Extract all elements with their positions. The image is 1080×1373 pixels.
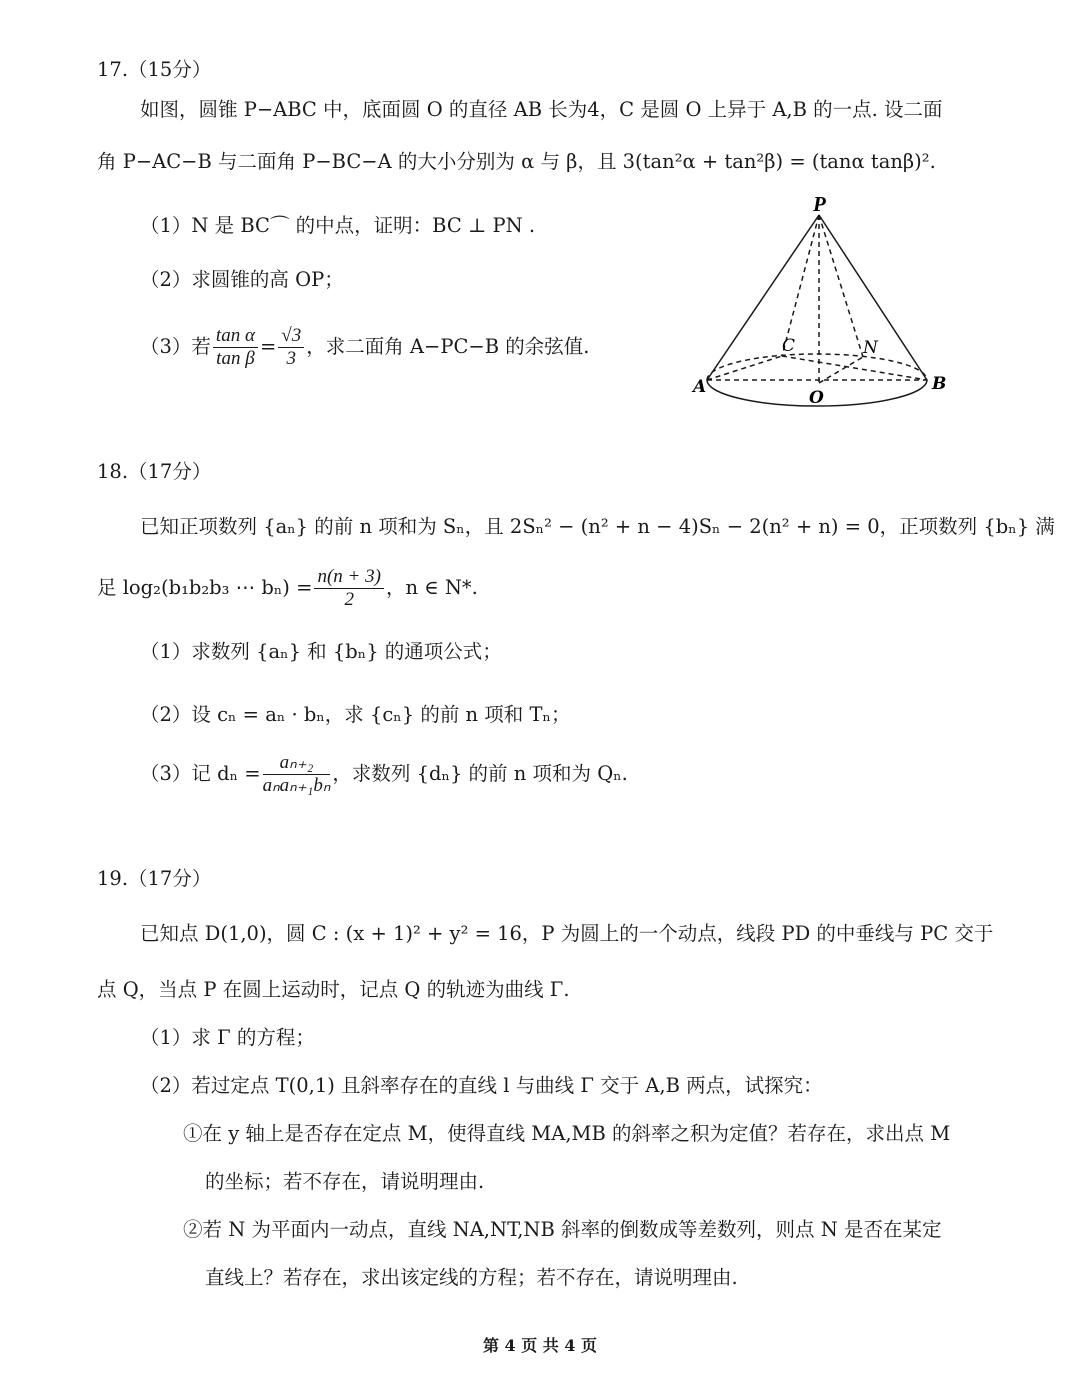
label-a: A <box>693 377 707 397</box>
q17-part1: （1）N 是 BC⌒ 的中点，证明：BC ⊥ PN . <box>140 214 536 237</box>
q19-sub1-line2: 的坐标；若不存在，请说明理由. <box>205 1170 485 1193</box>
q19-part1: （1）求 Γ 的方程； <box>140 1026 315 1049</box>
q18-part3-suffix: ，求数列 {dₙ} 的前 n 项和为 Qₙ. <box>332 761 628 785</box>
q17-part3-suffix: ，求二面角 A−PC−B 的余弦值. <box>306 334 590 358</box>
q18-header: 18.（17分） <box>97 460 212 483</box>
label-o: O <box>809 388 824 408</box>
equals: = <box>259 334 277 358</box>
q17-part3-prefix: （3）若 <box>140 334 211 358</box>
label-p: P <box>813 195 826 216</box>
q17-part3 <box>140 325 589 370</box>
q18-stem-line1: 已知正项数列 {aₙ} 的前 n 项和为 Sₙ，且 2Sₙ² − (n² + n − 4)Sₙ − 2(n² + n) = 0，正项数列 {bₙ} 满 <box>140 515 1055 538</box>
q18-stem-line2 <box>97 566 478 611</box>
frac-denominator: tan β <box>216 347 255 369</box>
frac-denominator: aₙaₙ₊₁bₙ <box>262 774 331 796</box>
q18-part3 <box>140 752 628 797</box>
q18-part2: （2）设 cₙ = aₙ · bₙ，求 {cₙ} 的前 n 项和 Tₙ； <box>140 703 571 726</box>
q18-part1: （1）求数列 {aₙ} 和 {bₙ} 的通项公式； <box>140 640 502 663</box>
frac-numerator: tan α <box>213 325 258 348</box>
label-b: B <box>932 374 947 394</box>
q18-part3-prefix: （3）记 dₙ = <box>140 761 261 785</box>
fraction-tan <box>213 325 258 370</box>
fraction <box>314 566 383 611</box>
q19-sub2-line2: 直线上？若存在，求出该定线的方程；若不存在，请说明理由. <box>205 1266 738 1289</box>
page-footer: 第 4 页 共 4 页 <box>482 1336 598 1355</box>
cone-figure <box>685 195 965 415</box>
q19-stem-line2: 点 Q，当点 P 在圆上运动时，记点 Q 的轨迹为曲线 Γ. <box>97 978 570 1001</box>
frac-numerator: n(n + 3) <box>314 566 383 589</box>
q19-header: 19.（17分） <box>97 867 212 890</box>
q19-stem-line1: 已知点 D(1,0)，圆 C : (x + 1)² + y² = 16，P 为圆上的一个动点，线段 PD 的中垂线与 PC 交于 <box>140 922 994 945</box>
q17-stem-line2: 角 P−AC−B 与二面角 P−BC−A 的大小分别为 α 与 β，且 3(tan²α + tan²β) = (tanα tanβ)². <box>97 150 936 173</box>
label-c: C <box>782 336 796 356</box>
fraction-sqrt3 <box>278 325 304 370</box>
frac-denominator: 3 <box>286 347 296 369</box>
q19-part2: （2）若过定点 T(0,1) 且斜率存在的直线 l 与曲线 Γ 交于 A,B 两点，试探究： <box>140 1074 823 1097</box>
q18-line2-suffix: ，n ∈ N*. <box>385 575 478 599</box>
q18-line2-prefix: 足 log₂(b₁b₂b₃ ⋯ bₙ) = <box>97 575 313 599</box>
label-n: N <box>863 338 878 358</box>
frac-denominator: 2 <box>344 588 354 610</box>
q19-sub2-line1: ②若 N 为平面内一动点，直线 NA,NT,NB 斜率的倒数成等差数列，则点 N 是否在某定 <box>183 1218 942 1241</box>
q17-header: 17.（15分） <box>97 58 212 81</box>
frac-numerator: aₙ₊₂ <box>263 752 331 775</box>
frac-numerator: √3 <box>278 325 304 348</box>
q17-part2: （2）求圆锥的高 OP； <box>140 268 344 291</box>
q17-stem-line1: 如图，圆锥 P−ABC 中，底面圆 O 的直径 AB 长为4，C 是圆 O 上异于 A,B 的一点. 设二面 <box>140 98 943 121</box>
q19-sub1-line1: ①在 y 轴上是否存在定点 M，使得直线 MA,MB 的斜率之积为定值？若存在，求出点 M <box>183 1122 951 1145</box>
fraction <box>263 752 331 797</box>
